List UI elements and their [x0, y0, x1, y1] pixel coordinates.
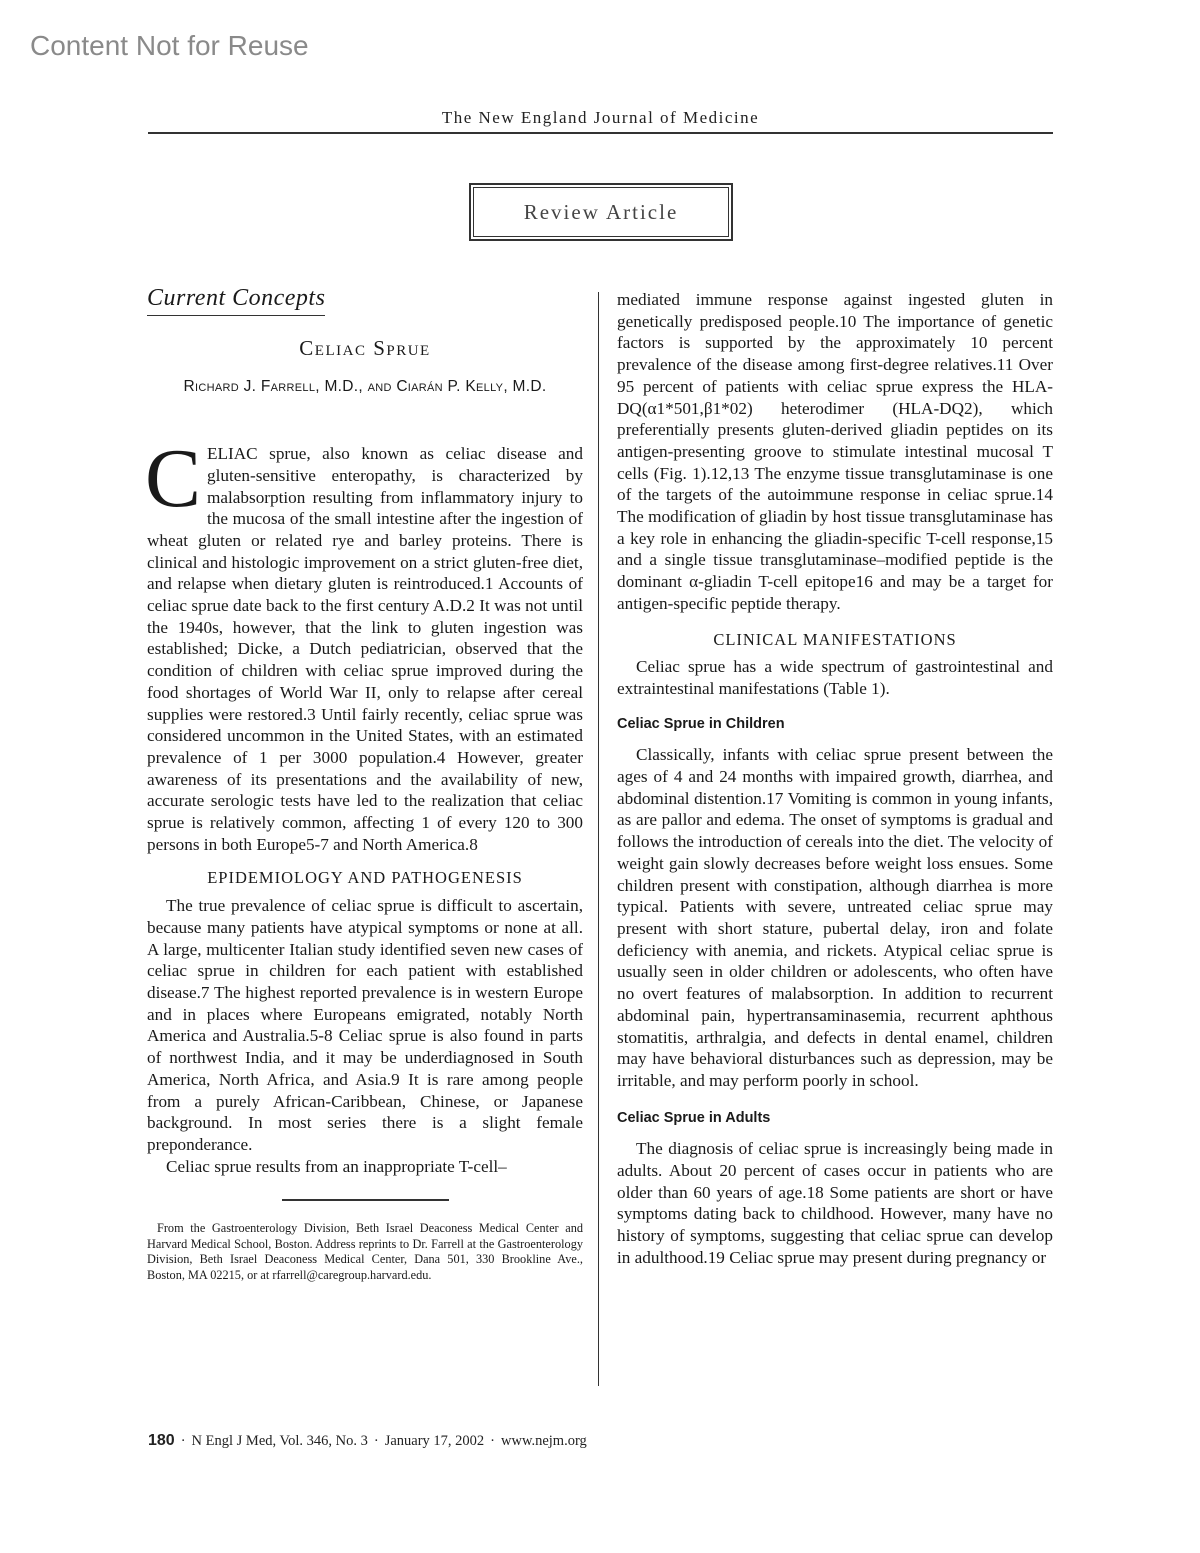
paragraph: mediated immune response against ingested gluten in genetically predisposed people.10 The importance of genetic factors is supported by the approximately 10 percent prevalence of the disease among first-degree relatives.11 Over 95 percent of patients with celiac sprue express the HLA-DQ(α1*501,β1*02) heterodimer (HLA-DQ2), which preferentially presents gluten-derived gliadin peptides on its antigen-presenting groove to stimulate intestinal mucosal T cells (Fig. 1).12,13 The enzyme tissue transglutaminase is one of the targets of the autoimmune response in celiac sprue.14 The modification of gliadin by host tissue transglutaminase has a key role in enhancing the gliadin-specific T-cell response,15 and a single tissue transglutaminase–modified peptide is the dominant α-gliadin T-cell epitope16 and may be a target for antigen-specific peptide therapy. — [617, 290, 1053, 613]
series-label: Current Concepts — [147, 288, 325, 316]
paragraph: The true prevalence of celiac sprue is difficult to ascertain, because many patients have atypical symptoms or none at all. A large, multicenter Italian study identified seven new cases of celiac sprue in children for each patient with established disease.7 The highest reported prevalence is in western Europe and in places where Europeans emigrated, notably North America and Australia.5-8 Celiac sprue is also found in parts of northwest India, and it may be underdiagnosed in South America, North Africa, and Asia.9 It is rare among people from a purely African-Caribbean, Chinese, or Japanese background. In most series there is a slight female preponderance. — [147, 896, 583, 1154]
left-column — [145, 285, 583, 1284]
journal-url[interactable]: www.nejm.org — [501, 1433, 587, 1449]
section-heading-clinical: CLINICAL MANIFESTATIONS — [713, 629, 957, 649]
article-title: Celiac Sprue — [299, 335, 431, 360]
journal-header: The New England Journal of Medicine — [148, 108, 1053, 134]
subheading-children: Celiac Sprue in Children — [617, 715, 785, 732]
article-type-box — [469, 183, 733, 241]
paragraph: Celiac sprue has a wide spectrum of gastrointestinal and extraintestinal manifestations (Table 1). — [617, 657, 1053, 698]
footnote-divider — [282, 1199, 449, 1201]
drop-cap: C — [145, 432, 202, 526]
intro-text: ELIAC sprue, also known as celiac disease and gluten-sensitive enteropathy, is characterized by malabsorption resulting from inflammatory injury to the mucosa of the small intestine after the ingestion of wheat gluten or related rye and barley proteins. There is clinical and histologic improvement on a strict gluten-free diet, and relapse when dietary gluten is reintroduced.1 Accounts of celiac sprue date back to the first century A.D.2 It was not until the 1940s, however, that the link to gluten ingestion was established; Dicke, a Dutch pediatrician, observed that the condition of children with celiac sprue improved during the food shortages of World War II, only to relapse after cereal supplies were restored.3 Until fairly recently, celiac sprue was considered uncommon in the United States, with an estimated prevalence of 1 per 3000 population.4 However, greater awareness of its presentations and the availability of new, accurate serologic tests have led to the realization that celiac sprue is relatively common, affecting 1 of every 120 to 300 persons in both Europe5-7 and North America.8 — [147, 444, 583, 854]
paragraph: The diagnosis of celiac sprue is increasingly being made in adults. About 20 percent of cases occur in patients who are older than 60 years of age.18 Some patients are short or have symptoms dating back to childhood. However, many have no history of symptoms, suggesting that celiac sprue can develop in adulthood.19 Celiac sprue may present during pregnancy or — [617, 1139, 1053, 1267]
separator-dot: · — [180, 1433, 186, 1449]
page-footer — [148, 1432, 587, 1450]
column-divider — [598, 292, 599, 1386]
paragraph: Celiac sprue results from an inappropriate T-cell– — [166, 1156, 507, 1176]
right-column — [617, 289, 1053, 1269]
separator-dot: · — [490, 1433, 495, 1449]
section-heading-epidemiology: EPIDEMIOLOGY AND PATHOGENESIS — [207, 868, 523, 888]
affiliation-footnote: From the Gastroenterology Division, Beth Israel Deaconess Medical Center and Harvard Medical School, Boston. Address reprints to Dr. Farrell at the Gastroenterology Division, Beth Israel Deaconess Medical Center, Dana 501, 330 Brookline Ave., Boston, MA 02215, or at rfarrell@caregroup.harvard.edu. — [147, 1220, 583, 1283]
issue-date: January 17, 2002 — [384, 1433, 485, 1449]
article-type-label: Review Article — [473, 187, 729, 237]
watermark: Content Not for Reuse — [30, 30, 309, 61]
separator-dot: · — [373, 1433, 379, 1449]
paragraph: Classically, infants with celiac sprue present between the ages of 4 and 24 months with impaired growth, diarrhea, and abdominal distention.17 Vomiting is common in young infants, as are pallor and edema. The onset of symptoms is gradual and follows the introduction of cereals into the diet. The velocity of weight gain slowly decreases before weight loss ensues. Some children present with constipation, although diarrhea is more typical. Patients with severe, untreated celiac sprue may present with short stature, pubertal delay, iron and folate deficiency with anemia, and rickets. Atypical celiac sprue is usually seen in older children or adolescents, who often have no overt features of malabsorption. In addition to recurrent abdominal pain, hypertransaminasemia, recurrent aphthous stomatitis, arthralgia, and defects in dental enamel, children may have behavioral disturbances such as depression, may be irritable, and may perform poorly in school. — [617, 745, 1053, 1090]
intro-paragraph — [145, 432, 583, 855]
page-number: 180 — [148, 1432, 175, 1449]
citation: N Engl J Med, Vol. 346, No. 3 — [191, 1433, 368, 1449]
authors: Richard J. Farrell, M.D., and Ciarán P. Kelly, M.D. — [183, 378, 547, 396]
subheading-adults: Celiac Sprue in Adults — [617, 1109, 771, 1126]
